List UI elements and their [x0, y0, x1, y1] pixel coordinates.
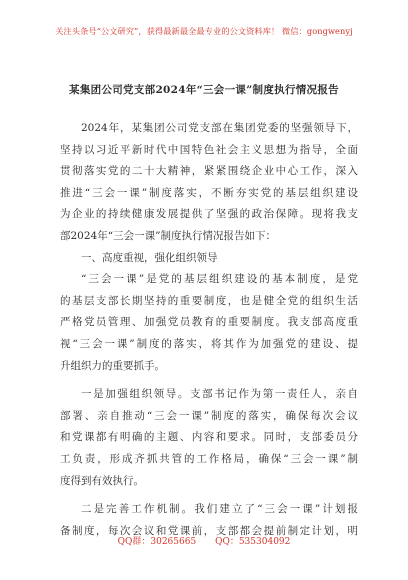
body-line: 推进“三会一课”制度落实，不断夯实党的基层组织建设 [60, 186, 358, 199]
body-line: 视“三会一课”制度的落实，将其作为加强党的建设、提 [60, 337, 358, 350]
body-line: 的基层支部长期坚持的重要制度，也是健全党的组织生活 [60, 294, 358, 307]
body-line: 一是加强组织领导。支部书记作为第一责任人，亲自 [81, 388, 358, 401]
footer-qq-group: QQ群：30265665 [117, 537, 197, 547]
document-title: 某集团公司党支部2024年“三会一课”制度执行情况报告 [69, 84, 339, 96]
body-line: 和党课都有明确的主题、内容和要求。同时，支部委员分 [60, 431, 358, 444]
body-line: 贯彻落实党的二十大精神，紧紧围绕企业中心工作，深入 [60, 165, 358, 178]
section-heading: 一、高度重视，强化组织领导 [81, 251, 218, 264]
body-line: 坚持以习近平新时代中国特色社会主义思想为指导，全面 [60, 143, 358, 156]
body-line: 2024年，某集团公司党支部在集团党委的坚强领导下， [81, 122, 358, 134]
body-line: 部署、亲自推动“三会一课”制度的落实，确保每次会议 [60, 409, 358, 422]
footer-contact [0, 534, 408, 547]
body-line: 二是完善工作机制。我们建立了“三会一课”计划报 [81, 503, 358, 516]
body-line: 工负责，形成齐抓共管的工作格局，确保“三会一课”制 [60, 452, 358, 465]
body-line: 升组织力的重要抓手。 [60, 359, 165, 372]
body-line: 备制度，每次会议和党课前，支部都会提前制定计划，明 [60, 524, 358, 537]
footer-qq-number: QQ：535304092 [215, 537, 291, 547]
body-line: 度得到有效执行。 [60, 474, 144, 487]
body-line: 为企业的持续健康发展提供了坚强的政治保障。现将我支 [60, 208, 358, 221]
document-body [60, 118, 358, 542]
body-line: 部2024年“三会一课”制度执行情况报告如下： [60, 229, 276, 242]
body-line: 严格党员管理、加强党员教育的重要制度。我支部高度重 [60, 316, 358, 329]
body-line: “三会一课”是党的基层组织建设的基本制度，是党 [81, 273, 358, 286]
header-promo-note: 关注头条号“公文研究”，获得最新最全最专业的公文资料库！ 微信：gongwenyj [55, 26, 353, 36]
